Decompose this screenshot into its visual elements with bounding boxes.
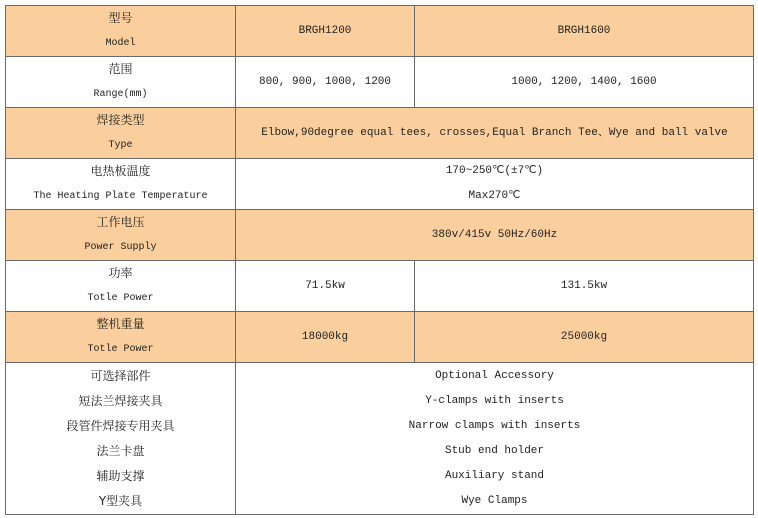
label-cn: 焊接类型: [96, 113, 145, 127]
label-cn: 整机重量: [96, 317, 145, 331]
accessory-labels-cell: [6, 363, 236, 515]
label-cn: 功率: [108, 266, 133, 280]
range-2-cell: 1000, 1200, 1400, 1600: [415, 57, 754, 108]
row-label-temperature: [6, 159, 236, 210]
label-en: Totle Power: [87, 344, 154, 355]
label-cn: 电热板温度: [90, 164, 151, 178]
temperature-range: 170~250℃(±7℃): [445, 165, 544, 177]
accessory-label: Y型夹具: [98, 493, 143, 508]
type-cell: Elbow,90degree equal tees, crosses,Equal Branch Tee、Wye and ball valve: [236, 108, 754, 159]
power-2-cell: 131.5kw: [415, 261, 754, 312]
temperature-cell: [236, 159, 754, 210]
table-row: [6, 363, 754, 515]
row-label-model: [6, 6, 236, 57]
model-1-cell: BRGH1200: [236, 6, 415, 57]
power-1-cell: 71.5kw: [236, 261, 415, 312]
label-cn: 范围: [108, 62, 133, 76]
label-en: The Heating Plate Temperature: [33, 191, 208, 202]
accessory-label: 短法兰焊接夹具: [78, 393, 163, 408]
weight-1-cell: 18000kg: [236, 312, 415, 363]
accessory-value: Y-clamps with inserts: [425, 394, 564, 407]
accessory-values-cell: [236, 363, 754, 515]
row-label-weight: [6, 312, 236, 363]
label-en: Totle Power: [87, 293, 154, 304]
label-en: Power Supply: [84, 242, 157, 253]
table-row: [6, 57, 754, 108]
table-row: [6, 312, 754, 363]
accessory-value: Stub end holder: [444, 444, 545, 457]
table-row: [6, 108, 754, 159]
weight-2-cell: 25000kg: [415, 312, 754, 363]
model-2-cell: BRGH1600: [415, 6, 754, 57]
accessory-label: 可选择部件: [90, 368, 151, 383]
accessory-value: Optional Accessory: [435, 369, 554, 382]
label-en: Model: [105, 38, 136, 49]
accessory-value: Auxiliary stand: [444, 469, 545, 482]
accessory-value: Narrow clamps with inserts: [408, 419, 581, 432]
row-label-range: [6, 57, 236, 108]
range-1-cell: 800, 900, 1000, 1200: [236, 57, 415, 108]
accessory-label: 辅助支撑: [96, 468, 145, 483]
spec-table: [5, 5, 754, 515]
table-row: [6, 159, 754, 210]
row-label-power: [6, 261, 236, 312]
row-label-type: [6, 108, 236, 159]
table-row: [6, 261, 754, 312]
table-row: [6, 6, 754, 57]
table-row: [6, 210, 754, 261]
accessory-label: 法兰卡盘: [96, 443, 145, 458]
label-en: Type: [108, 140, 133, 151]
accessory-value: Wye Clamps: [461, 494, 528, 507]
label-cn: 工作电压: [96, 215, 145, 229]
accessory-label: 段管件焊接专用夹具: [66, 418, 175, 433]
label-en: Range(mm): [93, 89, 148, 100]
power-supply-cell: 380v/415v 50Hz/60Hz: [236, 210, 754, 261]
label-cn: 型号: [108, 11, 133, 25]
temperature-max: Max270℃: [468, 190, 521, 202]
row-label-power-supply: [6, 210, 236, 261]
